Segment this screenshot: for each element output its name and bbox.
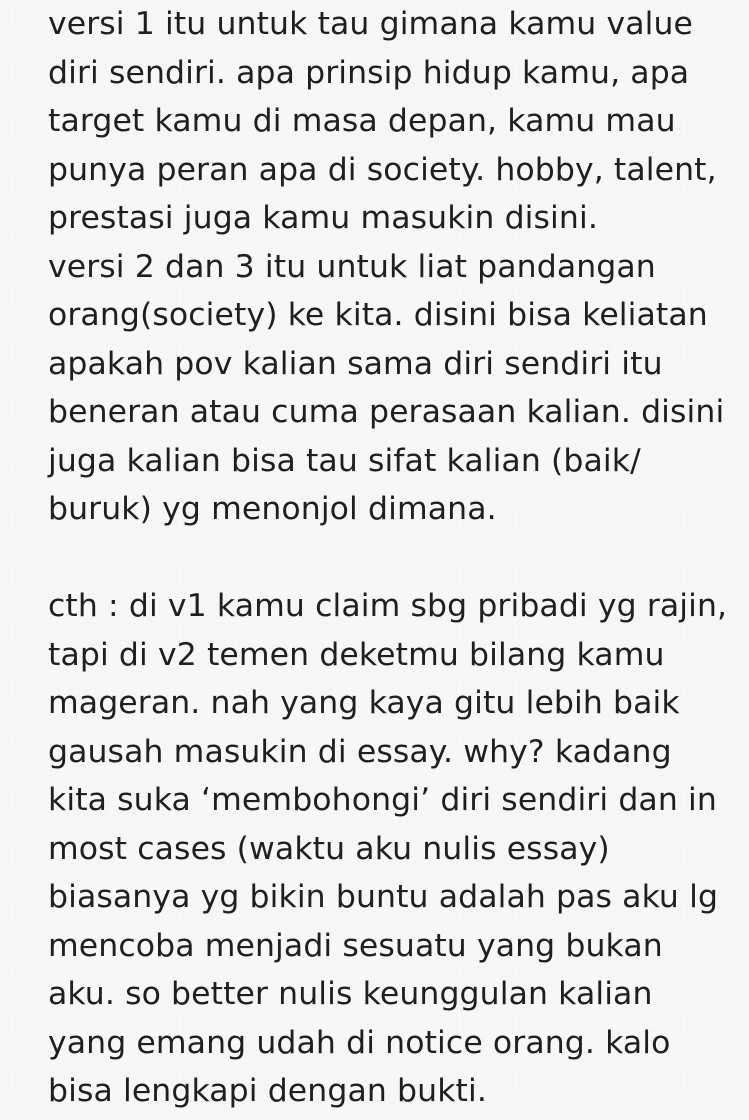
blank-line xyxy=(48,534,738,583)
note-paragraph-1: versi 1 itu untuk tau gimana kamu value diri sendiri. apa prinsip hidup kamu, apa target kamu di masa depan, kamu mau punya peran apa di society. hobby, talent, prestasi juga kamu masukin disini. xyxy=(48,6,717,236)
note-paragraph-2: versi 2 dan 3 itu untuk liat pandangan orang(society) ke kita. disini bisa keliatan apakah pov kalian sama diri sendiri itu beneran atau cuma perasaan kalian. disini juga kalian bisa tau sifat kalian (baik/ buruk) yg menonjol dimana. xyxy=(48,248,725,527)
note-paragraph-3: cth : di v1 kamu claim sbg pribadi yg rajin, tapi di v2 temen deketmu bilang kamu mageran. nah yang kaya gitu lebih baik gausah masukin di essay. why? kadang kita suka ‘membohongi’ diri sendiri dan in most cases (waktu aku nulis essay) biasanya yg bikin buntu adalah pas aku lg mencoba menjadi sesuatu yang bukan aku. so better nulis keunggulan kalian yang emang udah di notice orang. kalo bisa lengkapi dengan bukti. xyxy=(48,588,728,1109)
note-body[interactable] xyxy=(48,0,738,1116)
